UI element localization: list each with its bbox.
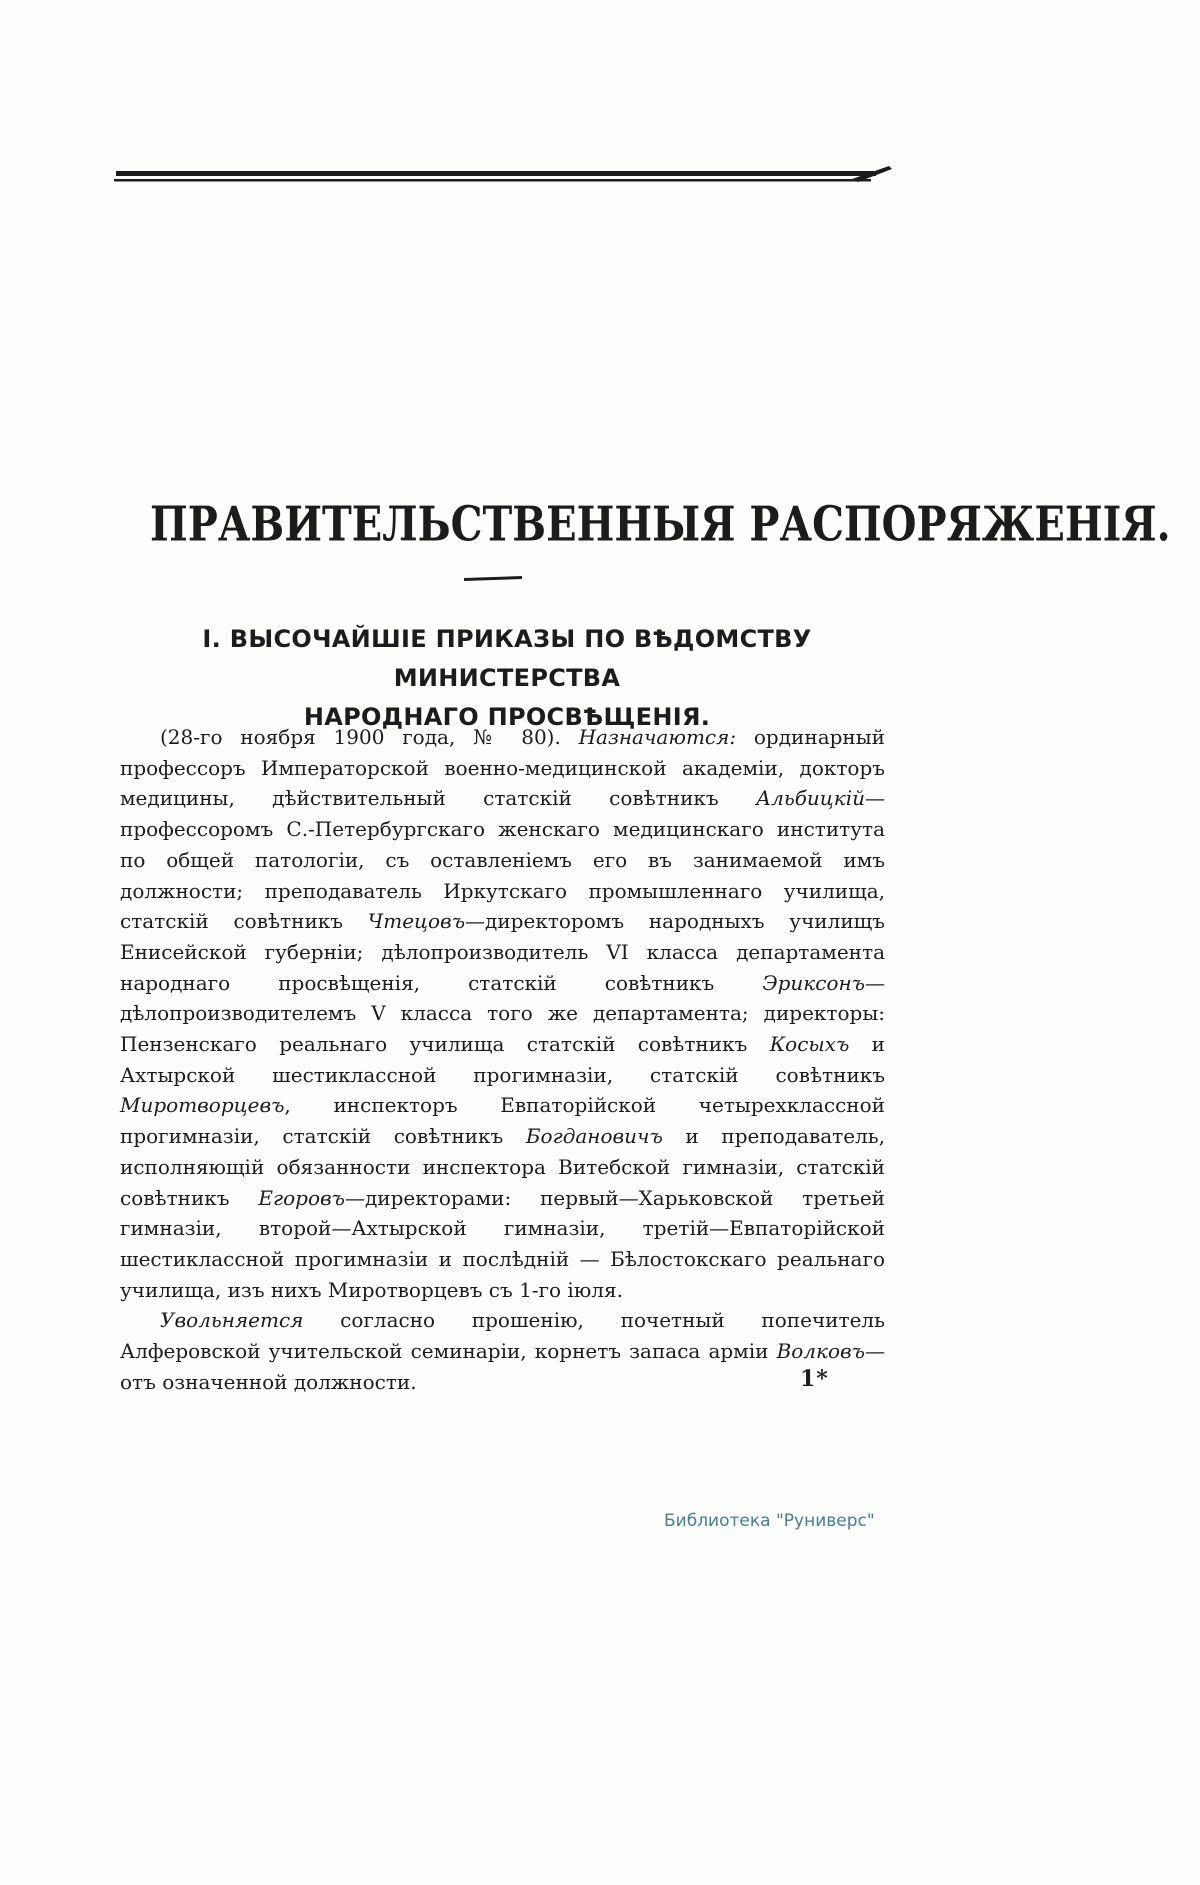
section-heading-line1: І. ВЫСОЧАЙШІЕ ПРИКАЗЫ ПО ВѢДОМСТВУ МИНИСТЕРСТВА [202,625,812,692]
page-signature: 1* [800,1366,829,1392]
section-heading [118,620,896,737]
paragraph-appointments: (28-го ноября 1900 года, № 80). Назначаются: ординарный профессоръ Императорской военно-медицинской академіи, докторъ медицины, дѣйствительный статскій совѣтникъ Альбицкій—профессоромъ С.-Петербургскаго женскаго медицинскаго института по общей патологіи, съ оставленіемъ его въ занимаемой имъ должности; преподаватель Иркутскаго промышленнаго училища, статскій совѣтникъ Чтецовъ—директоромъ народныхъ училищъ Енисейской губерніи; дѣлопроизводитель VI класса департамента народнаго просвѣщенія, статскій совѣтникъ Эриксонъ—дѣлопроизводителемъ V класса того же департамента; директоры: Пензенскаго реальнаго училища статскій совѣтникъ Косыхъ и Ахтырской шестиклассной прогимназіи, статскій совѣтникъ Миротворцевъ, инспекторъ Евпаторійской четырехклассной прогимназіи, статскій совѣтникъ Богдановичъ и преподаватель, исполняющій обязанности инспектора Витебской гимназіи, статскій совѣтникъ Егоровъ—директорами: первый—Харьковской третьей гимназіи, второй—Ахтырской гимназіи, третій—Евпаторійской шестиклассной прогимназіи и послѣдній — Бѣлостокскаго реальнаго училища, изъ нихъ Миротворцевъ съ 1-го іюля. [120,725,886,1302]
title-divider [464,576,522,581]
page-title: ПРАВИТЕЛЬСТВЕННЫЯ РАСПОРЯЖЕНІЯ. [150,496,1171,553]
body-text [120,722,885,1397]
section-heading-line2: НАРОДНАГО ПРОСВѢЩЕНІЯ. [303,703,711,731]
watermark-text: Библиотека "Руниверс" [664,1511,875,1531]
top-rule [114,163,896,189]
paragraph-dismissal: Увольняется согласно прошенію, почетный попечитель Алферовской учительской семинаріи, корнетъ запаса арміи Волковъ—отъ означенной должности. [120,1308,885,1394]
